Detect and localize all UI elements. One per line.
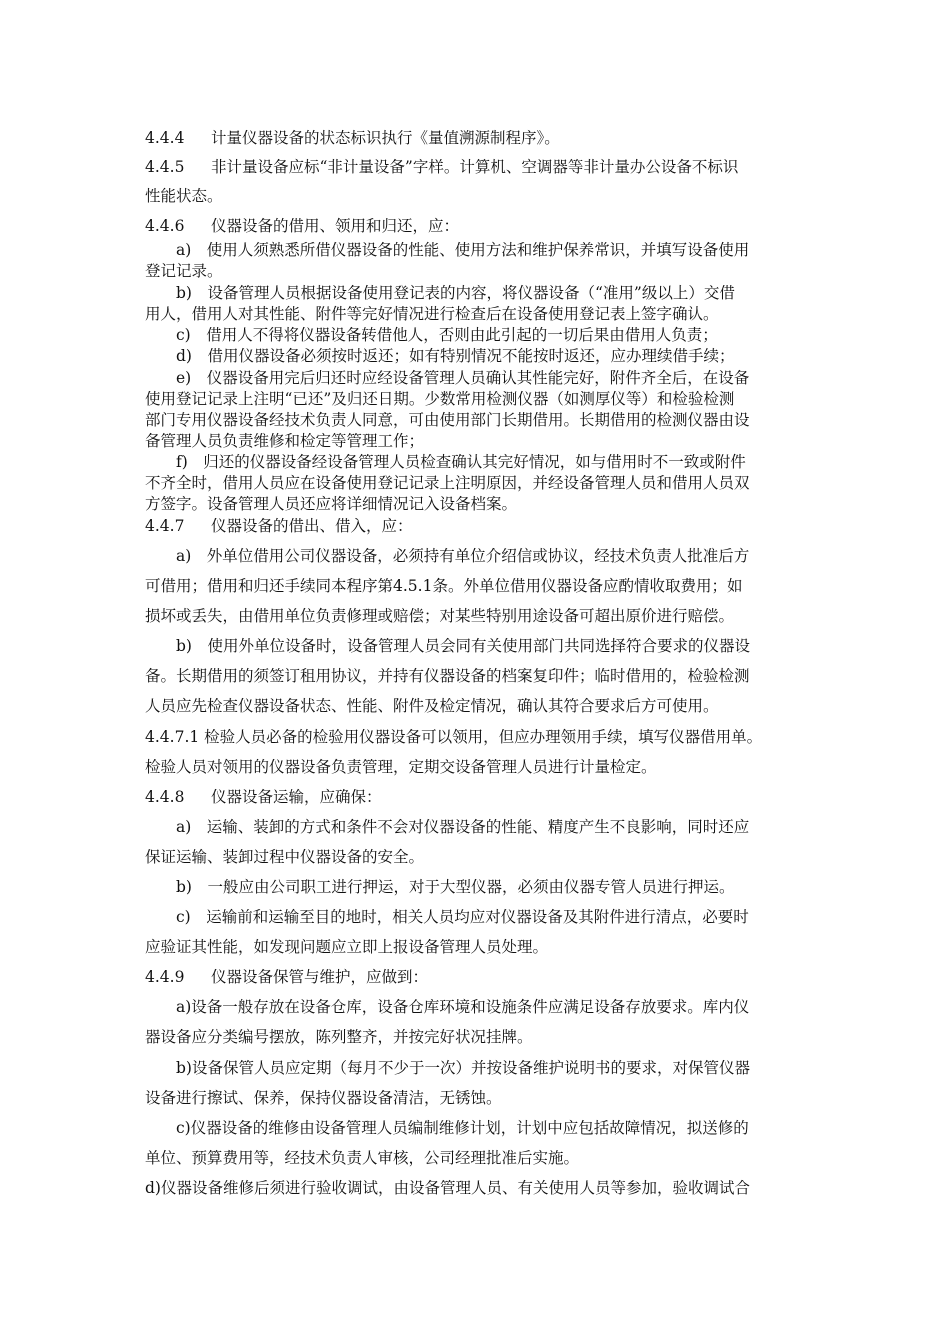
item-c-line: c) 运输前和运输至目的地时，相关人员均应对仪器设备及其附件进行清点，必要时	[176, 908, 749, 926]
text-line: 备管理人员负责维修和检定等管理工作；	[145, 432, 425, 450]
text-line: 器设备应分类编号摆放，陈列整齐，并按完好状况挂牌。	[145, 1028, 533, 1046]
item-e-line: e) 仪器设备用完后归还时应经设备管理人员确认其性能完好，附件齐全后，在设备	[176, 369, 750, 387]
text-line: 登记记录。	[145, 262, 223, 280]
item-d-line: d) 借用仪器设备必须按时返还；如有特别情况不能按时返还，应办理续借手续；	[176, 347, 735, 365]
text-line: 单位、预算费用等，经技术负责人审核，公司经理批准后实施。	[145, 1149, 580, 1167]
item-a-line: a)设备一般存放在设备仓库，设备仓库环境和设施条件应满足设备存放要求。库内仪	[176, 998, 750, 1016]
text-line: 损坏或丢失，由借用单位负责修理或赔偿；对某些特别用途设备可超出原价进行赔偿。	[145, 607, 735, 625]
item-c-line: c)仪器设备的维修由设备管理人员编制维修计划，计划中应包括故障情况，拟送修的	[176, 1119, 749, 1137]
item-b-line: b)设备保管人员应定期（每月不少于一次）并按设备维护说明书的要求，对保管仪器	[176, 1059, 750, 1077]
text-line: 方签字。设备管理人员还应将详细情况记入设备档案。	[145, 495, 518, 513]
item-b-line: b) 使用外单位设备时，设备管理人员会同有关使用部门共同选择符合要求的仪器设	[176, 637, 750, 655]
item-f-line: f) 归还的仪器设备经设备管理人员检查确认其完好情况，如与借用时不一致或附件	[176, 453, 746, 471]
item-c-line: c) 借用人不得将仪器设备转借他人，否则由此引起的一切后果由借用人负责；	[176, 326, 718, 344]
text-line: 保证运输、装卸过程中仪器设备的安全。	[145, 848, 425, 866]
text-line: 人员应先检查仪器设备状态、性能、附件及检定情况，确认其符合要求后方可使用。	[145, 697, 719, 715]
clause-4-4-9: 4.4.9 仪器设备保管与维护，应做到：	[145, 968, 429, 986]
clause-4-4-7: 4.4.7 仪器设备的借出、借入，应：	[145, 517, 413, 535]
text-line: 不齐全时，借用人员应在设备使用登记记录上注明原因，并经设备管理人员和借用人员双	[145, 474, 750, 492]
text-line: 性能状态。	[145, 187, 223, 205]
text-line: 应验证其性能，如发现问题应立即上报设备管理人员处理。	[145, 938, 549, 956]
item-b-line: b) 设备管理人员根据设备使用登记表的内容，将仪器设备（“准用”级以上）交借	[176, 284, 735, 302]
item-a-line: a) 使用人须熟悉所借仪器设备的性能、使用方法和维护保养常识，并填写设备使用	[176, 241, 750, 259]
text-line: 用人，借用人对其性能、附件等完好情况进行检查后在设备使用登记表上签字确认。	[145, 305, 719, 323]
text-line: 使用登记记录上注明“已还”及归还日期。少数常用检测仪器（如测厚仪等）和检验检测	[145, 390, 735, 408]
item-a-line: a) 外单位借用公司仪器设备，必须持有单位介绍信或协议，经技术负责人批准后方	[176, 547, 750, 565]
text-line: 可借用；借用和归还手续同本程序第4.5.1条。外单位借用仪器设备应酌情收取费用；如	[145, 577, 743, 595]
clause-4-4-5: 4.4.5 非计量设备应标“非计量设备”字样。计算机、空调器等非计量办公设备不标识	[145, 158, 739, 176]
item-a-line: a) 运输、装卸的方式和条件不会对仪器设备的性能、精度产生不良影响，同时还应	[176, 818, 750, 836]
clause-4-4-7-1: 4.4.7.1 检验人员必备的检验用仪器设备可以领用，但应办理领用手续，填写仪器借用单。	[145, 728, 763, 746]
clause-4-4-6: 4.4.6 仪器设备的借用、领用和归还，应：	[145, 217, 460, 235]
item-d-line: d)仪器设备维修后须进行验收调试，由设备管理人员、有关使用人员等参加，验收调试合	[145, 1179, 750, 1197]
text-line: 部门专用仪器设备经技术负责人同意，可由使用部门长期借用。长期借用的检测仪器由设	[145, 411, 750, 429]
text-line: 设备进行擦试、保养，保持仪器设备清洁，无锈蚀。	[145, 1089, 502, 1107]
text-line: 检验人员对领用的仪器设备负责管理，定期交设备管理人员进行计量检定。	[145, 758, 657, 776]
clause-4-4-4: 4.4.4 计量仪器设备的状态标识执行《量值溯源制程序》。	[145, 129, 560, 147]
clause-4-4-8: 4.4.8 仪器设备运输，应确保：	[145, 788, 382, 806]
text-line: 备。长期借用的须签订租用协议，并持有仪器设备的档案复印件；临时借用的，检验检测	[145, 667, 750, 685]
item-b-line: b) 一般应由公司职工进行押运，对于大型仪器，必须由仪器专管人员进行押运。	[176, 878, 735, 896]
